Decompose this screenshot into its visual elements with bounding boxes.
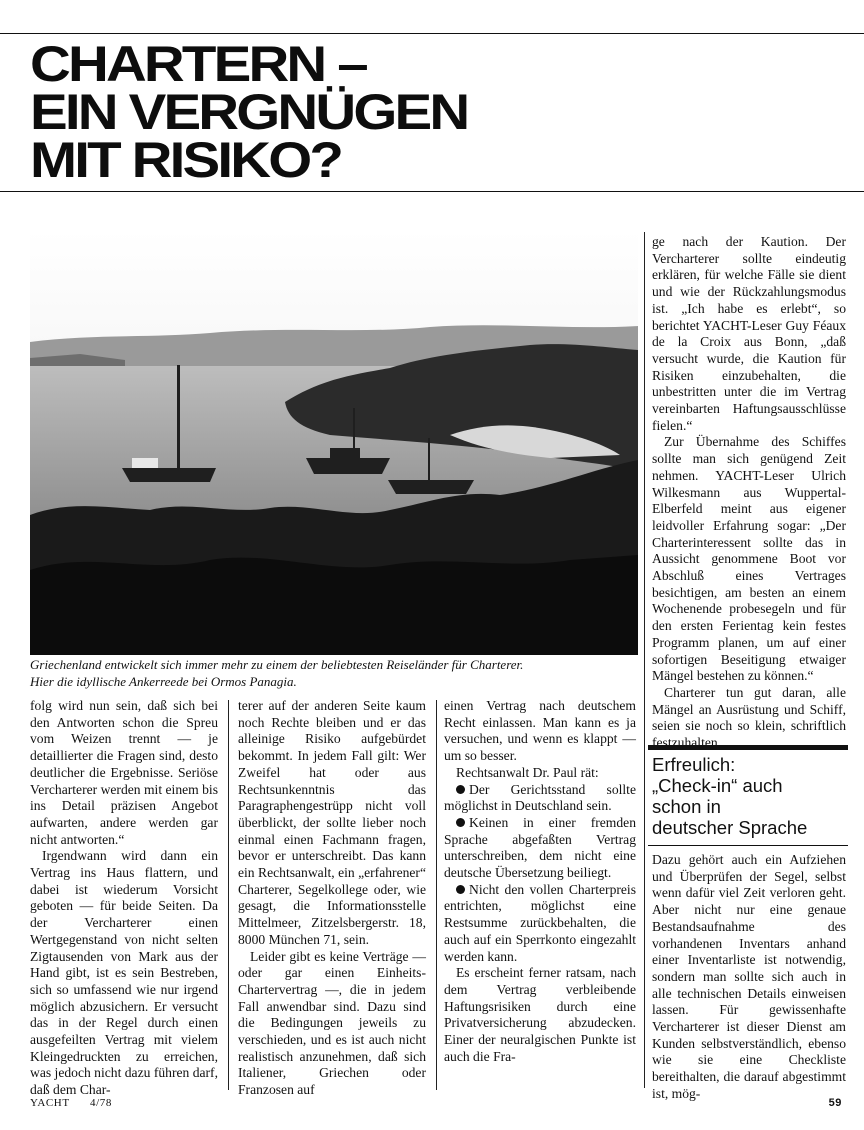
sidebar-bottom-rule xyxy=(648,845,848,846)
sidebar-text-column xyxy=(652,852,846,1103)
paragraph: Rechtsanwalt Dr. Paul rät: xyxy=(456,764,599,780)
headline-line-3: MIT RISIKO? xyxy=(30,132,342,188)
sidebar-title-line: schon in xyxy=(652,796,721,817)
bullet-item xyxy=(444,782,636,815)
sidebar-title-line: Erfreulich: xyxy=(652,754,736,775)
text-column-3 xyxy=(444,698,636,1065)
headline-bottom-rule xyxy=(0,191,864,192)
paragraph: Zur Übernahme des Schiffes sollte man sich genügend Zeit nehmen. YACHT-Leser Ulrich Wilkesmann aus Wuppertal-Elberfeld meint aus eigener leidvoller Erfahrung sogar: „Der Charterinteressent sollte das in Aussicht genommene Boot vor Abschluß eines Vertrages besichtigen, am besten an einem Wochenende probesegeln und für den ersten Ferientag kein festes Programm planen, um auf einer sofortigen Beseitigung etwaiger Mängel bestehen zu können.“ xyxy=(652,434,846,684)
text-column-4 xyxy=(652,234,846,752)
caption-line-1: Griechenland entwickelt sich immer mehr zu einem der beliebtesten Reiseländer für Charterer. xyxy=(30,657,524,672)
photo-anchorage-bay xyxy=(30,230,638,655)
bullet-text: Nicht den vollen Charterpreis entrichten, möglichst eine Restsumme zurückbehalten, die auch auf ein Sperrkonto eingezahlt werden kann. xyxy=(444,881,636,964)
headline-line-1: CHARTERN – xyxy=(30,36,366,92)
sidebar-top-rule xyxy=(648,745,848,750)
bullet-icon xyxy=(456,818,465,827)
paragraph: Es erscheint ferner ratsam, nach dem Vertrag verbleibende Haftungsrisiken durch eine Privatversicherung abzudecken. Einer der neuralgischen Punkte ist auch die Fra- xyxy=(444,965,636,1064)
footer-publication: YACHT xyxy=(30,1097,70,1109)
bullet-text: Der Gerichtsstand sollte möglichst in Deutschland sein. xyxy=(444,781,636,814)
text-column-1 xyxy=(30,698,218,1099)
sidebar-title-line: „Check-in“ auch xyxy=(652,775,783,796)
paragraph: einen Vertrag nach deutschem Recht einlassen. Man kann es ja versuchen, und wenn es klappt — um so besser. xyxy=(444,698,636,764)
paragraph: terer auf der anderen Seite kaum noch Rechte bleiben und er das alleinige Risiko aufgebürdet bekommt. In jedem Fall gilt: Wer Zweifel hat oder aus Rechtsunkenntnis das Paragraphengestrüpp nicht voll überblickt, der sollte lieber noch einmal einen Fachmann fragen, bevor er unterschreibt. Das kann ein Rechtsanwalt, ein „erfahrener“ Charterer, Segelkollege oder, wie gesagt, die Informationsstelle Mittelmeer, Zitzelsbergerstr. 18, 8000 München 71, sein. xyxy=(238,698,426,947)
bullet-icon xyxy=(456,785,465,794)
headline-line-2: EIN VERGNÜGEN xyxy=(30,84,468,140)
paragraph: Irgendwann wird dann ein Vertrag ins Haus flattern, und dabei ist wiederum Vorsicht geboten — für beide Seiten. Da der Vercharterer einen Wertgegenstand von nicht selten Zigtausenden von Mark aus der Hand gibt, ist es sein Bestreben, sich so umfassend wie nur irgend möglich abzusichern. Er versucht das in der Regel durch einen ausgefeilten Vertrag mit vielem Kleingedruckten zu erreichen, was jedoch nicht dazu führen darf, daß dem Char- xyxy=(30,848,218,1098)
headline xyxy=(30,36,468,188)
top-rule xyxy=(0,33,864,34)
paragraph: Charterer tun gut daran, alle Mängel an Ausrüstung und Schiff, seien sie noch so klein, schriftlich festzuhalten. xyxy=(652,684,846,751)
text-column-2 xyxy=(238,698,426,1099)
column-rule xyxy=(436,700,437,1090)
footer-page-number: 59 xyxy=(828,1097,842,1109)
paragraph: folg wird nun sein, daß sich bei den Antworten schon die Spreu vom Weizen trennt — je detaillierter die Fragen sind, desto deutlicher die Ergebnisse. Seriöse Vercharterer werden mit einem bis ins Detail präzisen Angebot aufwarten, andere werden gar nicht antworten.“ xyxy=(30,698,218,847)
footer-issue: 4/78 xyxy=(90,1097,112,1109)
sidebar-title-line: deutscher Sprache xyxy=(652,817,808,838)
paragraph: Dazu gehört auch ein Aufziehen und Überprüfen der Segel, selbst wenn dafür viel Zeit verloren geht. Aber nicht nur eine genaue Bestandsaufnahme des vorhandenen Inventars anhand einer Inventarliste ist notwendig, sondern man sollte sich auch in alle technischen Details einweisen lassen. Für gewissenhafte Vercharterer ist dieser Dienst am Kunden selbstverständlich, ebenso wie sie eine Checkliste bereithalten, die darauf abgestimmt ist, mög- xyxy=(652,852,846,1101)
column-rule xyxy=(644,232,645,1088)
bullet-item xyxy=(444,882,636,966)
bullet-item xyxy=(444,815,636,882)
photo-illustration xyxy=(30,230,638,655)
paragraph: Leider gibt es keine Verträge — oder gar einen Einheits-Chartervertrag —, die in jedem Fall anwendbar sind. Dazu sind die Bedingungen jeweils zu verschieden, und es ist auch nicht realistisch anzunehmen, daß sich Italiener, Griechen oder Franzosen auf xyxy=(238,948,426,1098)
sidebar-title xyxy=(652,754,848,838)
caption-line-2: Hier die idyllische Ankerreede bei Ormos Panagia. xyxy=(30,674,297,689)
photo-caption xyxy=(30,656,642,690)
column-rule xyxy=(228,700,229,1090)
bullet-text: Keinen in einer fremden Sprache abgefaßten Vertrag unterschreiben, dem nicht eine deutsche Übersetzung beiliegt. xyxy=(444,814,636,881)
paragraph: ge nach der Kaution. Der Vercharterer sollte eindeutig erklären, für welche Fälle sie dient und wie der Rückzahlungsmodus ist. „Ich habe es erlebt“, so berichtet YACHT-Leser Guy Féaux de la Croix aus Bonn, „daß versucht wurde, die Kaution für Risiken einzubehalten, die unbestritten unter die im Vertrag vereinbarten Haftungsausschlüsse fielen.“ xyxy=(652,234,846,433)
bullet-icon xyxy=(456,885,465,894)
